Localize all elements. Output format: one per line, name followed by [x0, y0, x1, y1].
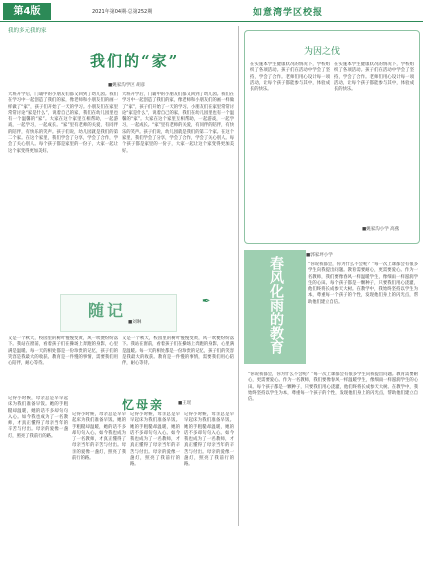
article-body: 记得小时候，母亲总是早早起床为我们准备早饭。她的手粗糙却温暖，她的话不多却句句入心。如今我也成为了一名教师，才真正懂得了母亲当年的辛苦与付出。母亲的爱像一盏灯，照亮了我前行的路。: [72, 412, 126, 462]
issue-info: 2021年第04期·总第252期: [92, 9, 153, 15]
article-body: 记得小时候，母亲总是早早起床为我们准备早饭。她的手粗糙却温暖，她的话不多却句句入心。如今我也成为了一名教师，才真正懂得了母亲当年的辛苦与付出。母亲的爱像一盏灯，照亮了我前行的路。: [8, 396, 68, 439]
article-title: 忆母亲: [122, 398, 165, 412]
article-body-col1: 大班开学后，门诵中的小朋友们都又回到了幼儿园。我们在学习中一起创造了我们的家，像老师和小朋友们的画一样做了“家”，孩子们开始了一天的学习。小朋友们在家里常常讨论“家是什么”，说着自己的家，我们在幼儿园里也有一个温馨的“家”。大家在这个家里互相帮助，一起游戏，一起学习，一起成长。“家”里有老师的关爱，有同伴的陪伴，有快乐的笑声。孩子们说，幼儿园就是我们的第二个家。在这个家里，我们学会了分享，学会了合作，学会了关心别人。每个孩子都是家里的一份子，大家一起让这个家变得更加美好。: [8, 92, 118, 154]
article-body: 记得小时候，母亲总是早早起床为我们准备早饭。她的手粗糙却温暖，她的话不多却句句入心。如今我也成为了一名教师，才真正懂得了母亲当年的辛苦与付出。母亲的爱像一盏灯，照亮了我前行的路。: [130, 412, 180, 468]
header-rule: [0, 21, 423, 22]
page-header: [0, 0, 423, 22]
page-number-tag: 第4版: [3, 3, 51, 20]
newspaper-name: 如意湾学区校报: [253, 8, 324, 18]
article-body: 又是一个秋天，校园里的树叶慢慢变黄，风一吹便纷纷落下。我站在窗前，看着孩子们在操场上奔跑的身影，心里满是温暖。每一天的相处都是一份珍贵的记忆，孩子们的笑容是我最大的收获。教育是一件慢的事情，需要我们用心陪伴，耐心等待。: [122, 336, 234, 367]
pen-nib-icon: ✒: [202, 296, 211, 307]
article-body: 又是一个秋天，校园里的树叶慢慢变黄，风一吹便纷纷落下。我站在窗前，看着孩子们在操场上奔跑的身影，心里满是温暖。每一天的相处都是一份珍贵的记忆，孩子们的笑容是我最大的收获。教育是一件慢的事情，需要我们用心陪伴，耐心等待。: [8, 336, 118, 367]
article-byline: ■王瑶: [178, 401, 192, 406]
article-byline: ■刘琳: [128, 320, 142, 325]
section-label: 我的多元我的家: [8, 28, 47, 34]
article-body: 在实施本学生健康状况的情况下，学校组织了各项活动。孩子们在活动中学会了坚持，学会了合作。老师们用心设计每一项活动，让每个孩子都能参与其中，体验成长的快乐。: [334, 62, 414, 93]
article-byline: ■姚家沟学区 胡彦: [108, 83, 146, 88]
article-title: 春风化雨的教育: [268, 256, 284, 354]
article-byline: ■姚家沟小学 高燕: [362, 227, 400, 232]
article-body-col2: 大班开学后，门诵中的小朋友们都又回到了幼儿园。我们在学习中一起创造了我们的家，像老师和小朋友们的画一样做了“家”，孩子们开始了一天的学习。小朋友们在家里常常讨论“家是什么”，说着自己的家，我们在幼儿园里也有一个温馨的“家”。大家在这个家里互相帮助，一起游戏，一起学习，一起成长。“家”里有老师的关爱，有同伴的陪伴，有快乐的笑声。孩子们说，幼儿园就是我们的第二个家。在这个家里，我们学会了分享，学会了合作，学会了关心别人。每个孩子都是家里的一份子，大家一起让这个家变得更加美好。: [122, 92, 234, 154]
article-byline: ■郭家坪小学: [306, 253, 333, 258]
article-title: 我们的“家”: [90, 52, 180, 70]
column-divider: [238, 26, 239, 526]
article-body: 记得小时候，母亲总是早早起床为我们准备早饭。她的手粗糙却温暖，她的话不多却句句入心。如今我也成为了一名教师，才真正懂得了母亲当年的辛苦与付出。母亲的爱像一盏灯，照亮了我前行的路。: [184, 412, 234, 468]
article-body: “你说我都会，你为什么不会呢？”每一次上课都会有很多学生向我提出问题。教育需要耐心，更需要爱心。作为一名教师，我们要像春风一样温暖学生，像细雨一样滋润学生的心田。每个孩子都是一颗种子，只要我们用心浇灌，他们终将长成参天大树。在教学中，我始终坚持以学生为本，尊重每一个孩子的个性，发现他们身上的闪光点，帮助他们建立自信。: [308, 262, 418, 305]
article-body: “你说我都会，你为什么不会呢？”每一次上课都会有很多学生向我提出问题。教育需要耐心，更需要爱心。作为一名教师，我们要像春风一样温暖学生，像细雨一样滋润学生的心田。每个孩子都是一颗种子，只要我们用心浇灌，他们终将长成参天大树。在教学中，我始终坚持以学生为本，尊重每一个孩子的个性，发现他们身上的闪光点，帮助他们建立自信。: [248, 372, 418, 403]
section-title: 为因之伐: [304, 47, 341, 57]
article-body: 在实施本学生健康状况的情况下，学校组织了各项活动。孩子们在活动中学会了坚持，学会了合作。老师们用心设计每一项活动，让每个孩子都能参与其中，体验成长的快乐。: [250, 62, 330, 93]
article-title: 随记: [88, 301, 127, 320]
